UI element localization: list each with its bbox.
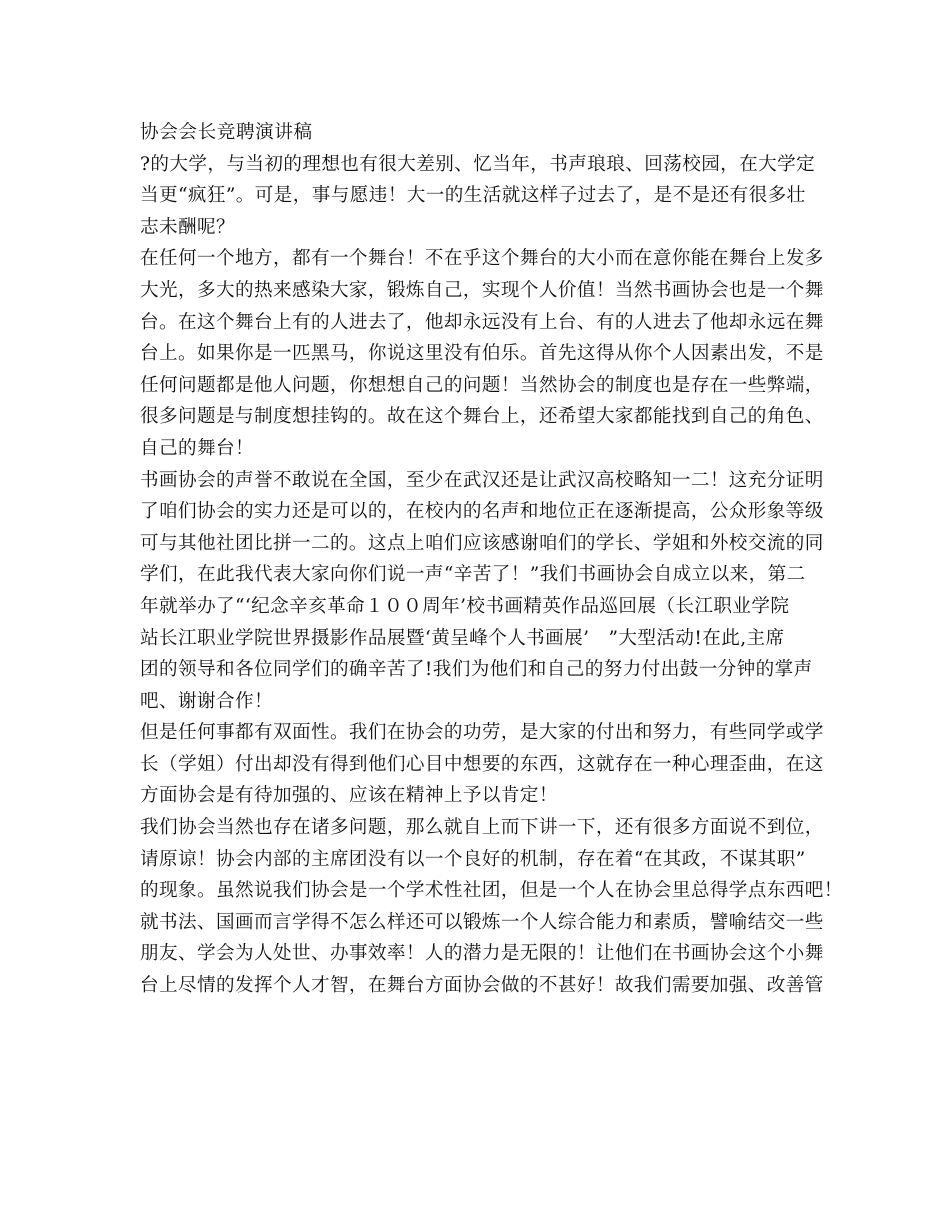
text-line: 志未酬呢？ <box>140 216 235 238</box>
text-line: 就书法、国画而言学得不怎么样还可以锻炼一个人综合能力和素质，譬喻结交一些 <box>140 911 824 933</box>
text-line: 吧、谢谢合作！ <box>140 690 273 712</box>
text-line: 请原谅！协会内部的主席团没有以一个良好的机制，存在着“在其政，不谋其职” <box>140 848 806 870</box>
text-line: 站长江职业学院世界摄影作品展暨‘黄呈峰个人书画展’ ”大型活动!在此,主席 <box>140 627 785 649</box>
text-line: 了咱们协会的实力还是可以的，在校内的名声和地位正在逐渐提高，公众形象等级 <box>140 501 824 523</box>
text-line: 在任何一个地方，都有一个舞台！不在乎这个舞台的大小而在意你能在舞台上发多 <box>140 248 824 270</box>
text-line: 书画协会的声誉不敢说在全国，至少在武汉还是让武汉高校略知一二！这充分证明 <box>140 469 824 491</box>
text-line: 的现象。虽然说我们协会是一个学术性社团，但是一个人在协会里总得学点东西吧！ <box>140 880 843 902</box>
text-line: 但是任何事都有双面性。我们在协会的功劳，是大家的付出和努力，有些同学或学 <box>140 722 824 744</box>
text-line: 年就举办了“‘纪念辛亥革命１００周年’校书画精英作品巡回展（长江职业学院 <box>140 595 790 617</box>
text-line: 台。在这个舞台上有的人进去了，他却永远没有上台、有的人进去了他却永远在舞 <box>140 311 824 333</box>
text-line: ?的大学，与当初的理想也有很大差别、忆当年，书声琅琅、回荡校园，在大学定 <box>140 153 816 175</box>
document-body <box>140 117 843 1002</box>
document-title: 协会会长竞聘演讲稿 <box>140 122 313 143</box>
text-line: 大光，多大的热来感染大家，锻炼自己，实现个人价值！当然书画协会也是一个舞 <box>140 279 824 301</box>
text-line: 我们协会当然也存在诸多问题，那么就自上而下讲一下，还有很多方面说不到位， <box>140 817 824 839</box>
text-line: 方面协会是有待加强的、应该在精神上予以肯定！ <box>140 785 558 807</box>
text-line: 可与其他社团比拼一二的。这点上咱们应该感谢咱们的学长、学姐和外校交流的同 <box>140 532 824 554</box>
text-line: 自己的舞台！ <box>140 437 254 459</box>
text-line: 台上尽情的发挥个人才智，在舞台方面协会做的不甚好！故我们需要加强、改善管 <box>140 975 824 997</box>
text-line: 任何问题都是他人问题，你想想自己的问题！当然协会的制度也是存在一些弊端， <box>140 374 824 396</box>
text-line: 长（学姐）付出却没有得到他们心目中想要的东西，这就存在一种心理歪曲，在这 <box>140 753 824 775</box>
text-line: 团的领导和各位同学们的确辛苦了!我们为他们和自己的努力付出鼓一分钟的掌声 <box>140 659 813 681</box>
text-line: 学们，在此我代表大家向你们说一声“辛苦了！”我们书画协会自成立以来，第二 <box>140 564 806 586</box>
text-line: 当更“疯狂”。可是，事与愿违！大一的生活就这样子过去了，是不是还有很多壮 <box>140 185 806 207</box>
text-line: 很多问题是与制度想挂钩的。故在这个舞台上，还希望大家都能找到自己的角色、 <box>140 406 824 428</box>
text-line: 台上。如果你是一匹黑马，你说这里没有伯乐。首先这得从你个人因素出发，不是 <box>140 343 824 365</box>
text-line: 朋友、学会为人处世、办事效率！人的潜力是无限的！让他们在书画协会这个小舞 <box>140 943 824 965</box>
